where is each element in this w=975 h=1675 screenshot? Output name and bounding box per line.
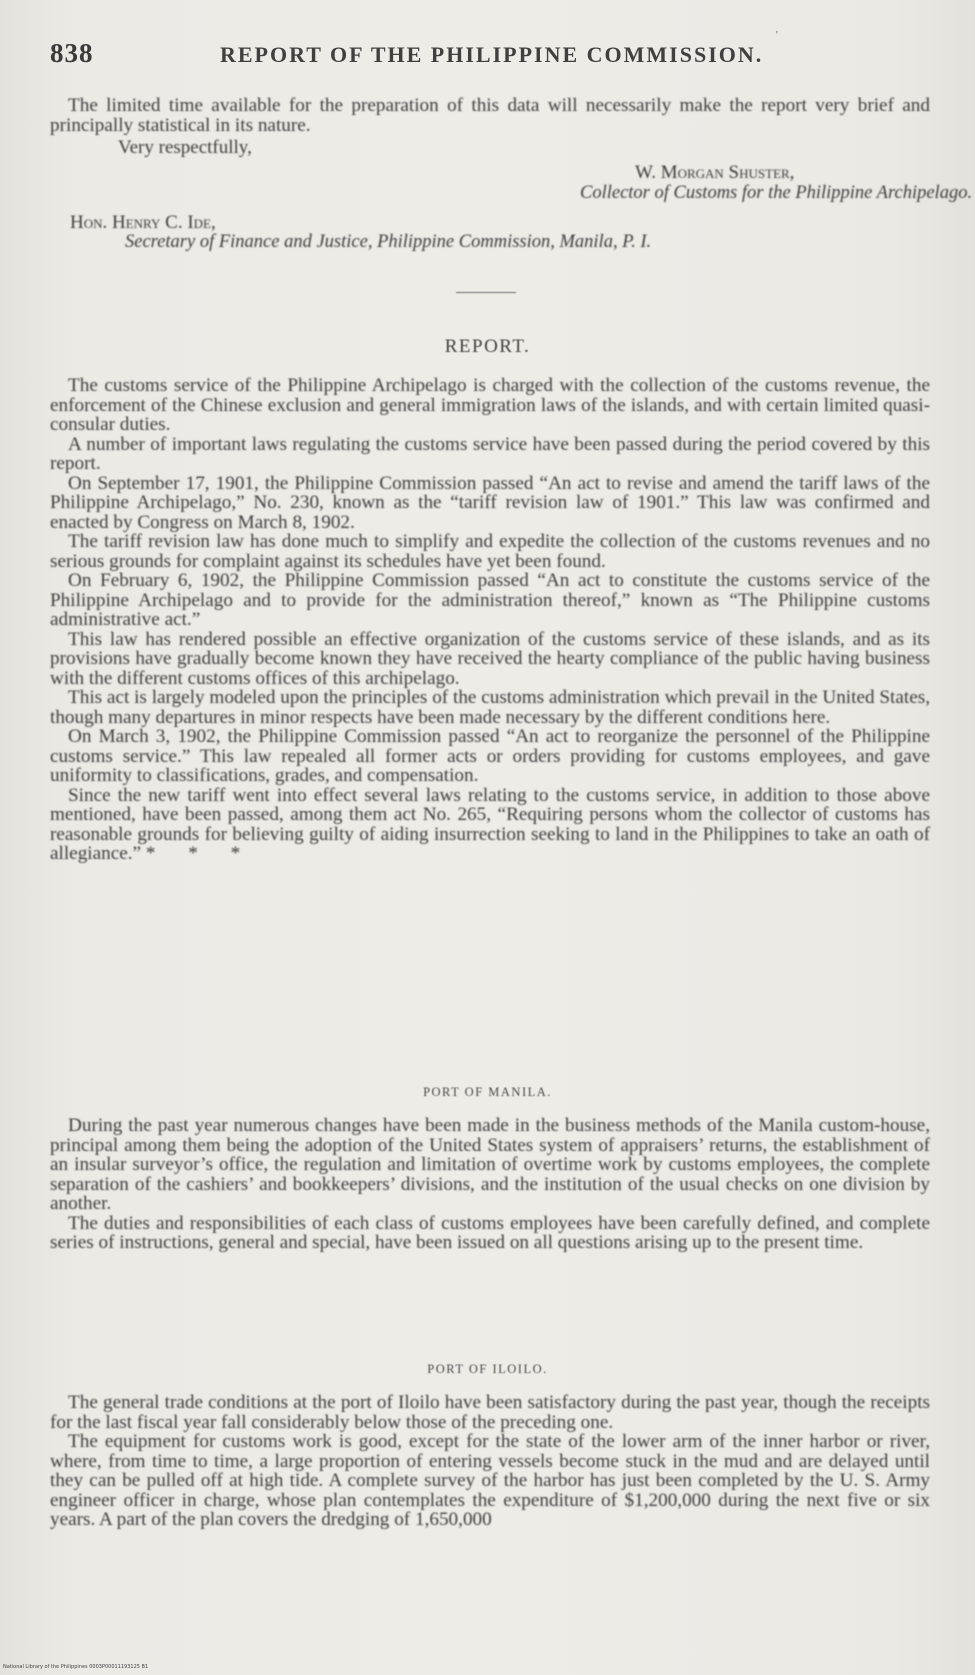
report-paragraph-text: Since the new tariff went into effect several laws relating to the customs service, in addition to those above mentioned, have been passed, among them act No. 265, “Requiring persons whom the collector of customs has reasonable grounds for believing guilty of aiding insurrection seeking to land in the Philippines to take an oath of allegiance.” bbox=[50, 784, 930, 864]
report-paragraph: On February 6, 1902, the Philippine Commission passed “An act to constitute the customs service of the Philippine Archipelago and to provide for the administration thereof,” known as “The Philippine customs administrative act.” bbox=[50, 570, 930, 630]
scan-footer: National Library of the Philippines 0003P00011193125 B1 bbox=[3, 1664, 149, 1670]
signer-name: W. Morgan Shuster, bbox=[635, 162, 795, 183]
manila-paragraph: During the past year numerous changes have been made in the business methods of the Manila custom-house, principal among them being the adoption of the United States system of appraisers’ returns, the establishment of an insular surveyor’s office, the regulation and limitation of overtime work by customs employees, the complete separation of the cashiers’ and bookkeepers’ divisions, and the institution of the usual checks on one division by another. bbox=[50, 1115, 930, 1214]
report-body bbox=[50, 376, 930, 864]
signer-title: Collector of Customs for the Philippine Archipelago. bbox=[580, 183, 973, 203]
addressee-name: Hon. Henry C. Ide, bbox=[70, 212, 216, 233]
valediction: Very respectfully, bbox=[118, 137, 252, 158]
page-header bbox=[50, 38, 930, 78]
manila-heading: PORT OF MANILA. bbox=[423, 1085, 552, 1099]
page-number: 838 bbox=[50, 38, 94, 68]
manila-paragraph: The duties and responsibilities of each class of customs employees have been carefully defined, and complete series of instructions, general and special, have been issued on all questions arising up to the present time. bbox=[50, 1212, 930, 1253]
intro-paragraph: The limited time available for the preparation of this data will necessarily make the report very brief and principally statistical in its nature. bbox=[50, 95, 930, 136]
report-paragraph-last bbox=[50, 786, 930, 864]
report-paragraph: The tariff revision law has done much to simplify and expedite the collection of the customs revenues and no serious grounds for complaint against its schedules have yet been found. bbox=[50, 531, 930, 572]
report-paragraph: A number of important laws regulating the customs service have been passed during the period covered by this report. bbox=[50, 433, 930, 474]
iloilo-body bbox=[50, 1393, 930, 1530]
iloilo-paragraph: The equipment for customs work is good, except for the state of the lower arm of the inner harbor or river, where, from time to time, a large proportion of entering vessels become stuck in the mud and are delayed until they can be pulled off at high tide. A complete survey of the harbor has just been completed by the U. S. Army engineer officer in charge, whose plan contemplates the expenditure of $1,200,000 during the next five or six years. A part of the plan covers the dredging of 1,650,000 bbox=[50, 1431, 930, 1530]
manila-body bbox=[50, 1116, 930, 1253]
iloilo-paragraph: The general trade conditions at the port of Iloilo have been satisfactory during the past year, though the receipts for the last fiscal year fall considerably below those of the preceding one. bbox=[50, 1392, 930, 1433]
ink-mark: ' bbox=[776, 30, 778, 41]
report-paragraph: This act is largely modeled upon the principles of the customs administration which prevail in the United States, though many departures in minor respects have been made necessary by the different conditions here. bbox=[50, 687, 930, 728]
running-title: REPORT OF THE PHILIPPINE COMMISSION. bbox=[220, 42, 764, 67]
report-heading: REPORT. bbox=[444, 336, 531, 357]
ellipsis: * * * bbox=[145, 843, 255, 864]
addressee-title: Secretary of Finance and Justice, Philippine Commission, Manila, P. I. bbox=[125, 232, 652, 252]
letter-intro bbox=[50, 96, 930, 135]
report-paragraph: On March 3, 1902, the Philippine Commission passed “An act to reorganize the personnel of the Philippine customs service.” This law repealed all former acts or orders providing for customs employees, and gave uniformity to classifications, grades, and compensation. bbox=[50, 726, 930, 786]
report-paragraph: This law has rendered possible an effective organization of the customs service of these islands, and as its provisions have gradually become known they have received the hearty compliance of the public having business with the different customs offices of this archipelago. bbox=[50, 628, 930, 689]
report-paragraph: The customs service of the Philippine Archipelago is charged with the collection of the customs revenue, the enforcement of the Chinese exclusion and general immigration laws of the islands, and with certain limited quasi-consular duties. bbox=[50, 375, 930, 435]
report-paragraph: On September 17, 1901, the Philippine Commission passed “An act to revise and amend the tariff laws of the Philippine Archipelago,” No. 230, known as the “tariff revision law of 1901.” This law was confirmed and enacted by Congress on March 8, 1902. bbox=[50, 472, 930, 533]
section-divider bbox=[456, 292, 516, 293]
iloilo-heading: PORT OF ILOILO. bbox=[427, 1362, 548, 1376]
